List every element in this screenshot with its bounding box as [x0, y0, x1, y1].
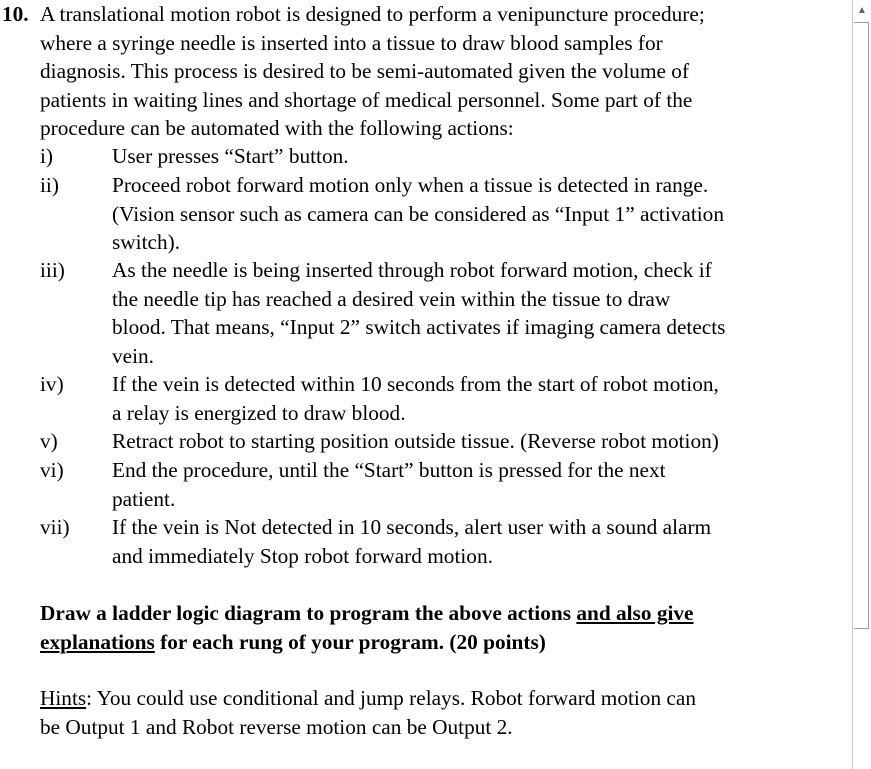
- intro-line: A translational motion robot is designed to perform a venipuncture procedure;: [40, 2, 705, 26]
- item-text: User presses “Start” button.: [112, 144, 349, 168]
- item-label: vii): [40, 515, 70, 539]
- scroll-up-arrow-icon[interactable]: ▲: [857, 4, 867, 16]
- item-text: If the vein is detected within 10 seconds from the start of robot motion,: [112, 372, 719, 396]
- vertical-scrollbar[interactable]: [852, 0, 871, 769]
- intro-line: procedure can be automated with the following actions:: [40, 116, 514, 140]
- item-text: blood. That means, “Input 2” switch activates if imaging camera detects: [112, 315, 726, 339]
- item-label: v): [40, 429, 58, 453]
- item-text: If the vein is Not detected in 10 seconds, alert user with a sound alarm: [112, 515, 712, 539]
- hints-paragraph: [40, 684, 696, 741]
- item-text: patient.: [112, 486, 176, 511]
- hints-text: : You could use conditional and jump relays. Robot forward motion can: [86, 686, 696, 710]
- hints-text: be Output 1 and Robot reverse motion can be Output 2.: [40, 714, 513, 739]
- item-label: ii): [40, 173, 59, 197]
- item-text: End the procedure, until the “Start” button is pressed for the next: [112, 458, 666, 482]
- item-text: vein.: [112, 343, 154, 368]
- intro-line: patients in waiting lines and shortage of medical personnel. Some part of the: [40, 87, 693, 112]
- item-text: switch).: [112, 230, 181, 254]
- item-text: Retract robot to starting position outside tissue. (Reverse robot motion): [112, 429, 719, 453]
- item-label: iv): [40, 372, 64, 396]
- item-label: vi): [40, 458, 64, 482]
- item-text: the needle tip has reached a desired vein within the tissue to draw: [112, 286, 671, 311]
- item-text: a relay is energized to draw blood.: [112, 400, 406, 425]
- task-text: Draw a ladder logic diagram to program the above actions: [40, 601, 577, 625]
- scroll-thumb[interactable]: [854, 22, 869, 629]
- item-text: (Vision sensor such as camera can be considered as “Input 1” activation: [112, 201, 724, 226]
- task-underlined: and also give: [576, 601, 694, 625]
- intro-line: where a syringe needle is inserted into a tissue to draw blood samples for: [40, 30, 663, 55]
- item-label: iii): [40, 258, 65, 282]
- hints-label: Hints: [40, 686, 87, 710]
- item-text: and immediately Stop robot forward motion.: [112, 543, 493, 568]
- question-number: 10.: [2, 2, 29, 26]
- intro-line: diagnosis. This process is desired to be semi-automated given the volume of: [40, 59, 690, 83]
- task-underlined: explanations: [40, 629, 155, 654]
- item-text: Proceed robot forward motion only when a tissue is detected in range.: [112, 173, 709, 197]
- item-text: As the needle is being inserted through robot forward motion, check if: [112, 258, 712, 282]
- task-instruction: [40, 599, 693, 656]
- item-label: i): [40, 144, 54, 168]
- task-text: for each rung of your program. (20 points): [154, 629, 546, 654]
